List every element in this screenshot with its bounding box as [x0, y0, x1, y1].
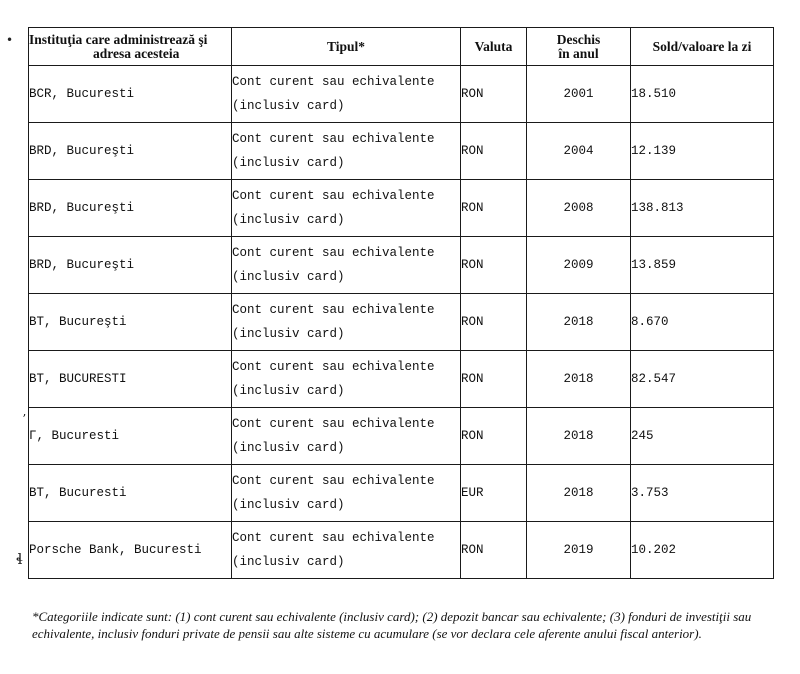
- type-line2: (inclusiv card): [232, 270, 345, 284]
- institution-cell: BRD, Bucureşti: [29, 180, 232, 237]
- type-line1: Cont curent sau echivalente: [232, 360, 435, 374]
- header-opened: [527, 28, 631, 66]
- currency-cell: RON: [461, 522, 527, 579]
- type-line1: Cont curent sau echivalente: [232, 246, 435, 260]
- year-cell: 2018: [527, 351, 631, 408]
- type-cell: [232, 408, 461, 465]
- scan-mark: •: [6, 33, 14, 47]
- balance-cell: 82.547: [631, 351, 774, 408]
- footnote: *Categoriile indicate sunt: (1) cont curent sau echivalente (inclusiv card); (2) depozit bancar sau echivalente; (3) fonduri de investiţii sau echivalente, inclusiv fonduri private de pensii sau alte sisteme cu acumulare (se vor declara cele aferente anului fiscal anterior).: [32, 609, 752, 641]
- currency-cell: EUR: [461, 465, 527, 522]
- year-cell: 2008: [527, 180, 631, 237]
- type-line2: (inclusiv card): [232, 384, 345, 398]
- type-line2: (inclusiv card): [232, 441, 345, 455]
- type-line1: Cont curent sau echivalente: [232, 474, 435, 488]
- type-line1: Cont curent sau echivalente: [232, 417, 435, 431]
- type-cell: [232, 180, 461, 237]
- type-line1: Cont curent sau echivalente: [232, 75, 435, 89]
- year-cell: 2018: [527, 465, 631, 522]
- institution-cell: BT, Bucureşti: [29, 294, 232, 351]
- balance-cell: 3.753: [631, 465, 774, 522]
- year-cell: 2001: [527, 66, 631, 123]
- currency-cell: RON: [461, 408, 527, 465]
- balance-cell: 10.202: [631, 522, 774, 579]
- year-cell: 2018: [527, 294, 631, 351]
- currency-cell: RON: [461, 180, 527, 237]
- type-cell: [232, 351, 461, 408]
- institution-cell: BCR, Bucuresti: [29, 66, 232, 123]
- type-line2: (inclusiv card): [232, 498, 345, 512]
- institution-cell: BT, Bucuresti: [29, 465, 232, 522]
- currency-cell: RON: [461, 294, 527, 351]
- table-header-row: [29, 28, 774, 66]
- bank-accounts-table: [28, 27, 774, 579]
- table-row: [29, 237, 774, 294]
- header-institution-line2: adresa acesteia: [93, 45, 180, 61]
- type-cell: [232, 465, 461, 522]
- institution-cell: Porsche Bank, Bucuresti: [29, 522, 232, 579]
- header-institution: [29, 28, 232, 66]
- currency-cell: RON: [461, 237, 527, 294]
- institution-cell: BRD, Bucureşti: [29, 123, 232, 180]
- header-opened-line2: în anul: [558, 45, 599, 61]
- year-cell: 2004: [527, 123, 631, 180]
- header-opened-line1: Deschis: [556, 31, 601, 47]
- type-line1: Cont curent sau echivalente: [232, 132, 435, 146]
- institution-cell: BRD, Bucureşti: [29, 237, 232, 294]
- type-line2: (inclusiv card): [232, 156, 345, 170]
- balance-cell: 12.139: [631, 123, 774, 180]
- type-line1: Cont curent sau echivalente: [232, 531, 435, 545]
- type-line1: Cont curent sau echivalente: [232, 303, 435, 317]
- header-currency: Valuta: [461, 28, 527, 66]
- scan-mark: ʼ: [22, 412, 26, 426]
- table-row: [29, 294, 774, 351]
- header-type: Tipul*: [232, 28, 461, 66]
- year-cell: 2009: [527, 237, 631, 294]
- type-line1: Cont curent sau echivalente: [232, 189, 435, 203]
- type-cell: [232, 237, 461, 294]
- type-line2: (inclusiv card): [232, 213, 345, 227]
- type-cell: [232, 66, 461, 123]
- balance-cell: 18.510: [631, 66, 774, 123]
- table-row: [29, 522, 774, 579]
- institution-cell: Γ, Bucuresti: [29, 408, 232, 465]
- type-line2: (inclusiv card): [232, 327, 345, 341]
- type-cell: [232, 294, 461, 351]
- scan-mark: ɬ: [16, 550, 23, 568]
- balance-cell: 138.813: [631, 180, 774, 237]
- balance-cell: 8.670: [631, 294, 774, 351]
- currency-cell: RON: [461, 66, 527, 123]
- table-row: [29, 351, 774, 408]
- balance-cell: 13.859: [631, 237, 774, 294]
- currency-cell: RON: [461, 123, 527, 180]
- table-row: [29, 66, 774, 123]
- type-cell: [232, 522, 461, 579]
- balance-cell: 245: [631, 408, 774, 465]
- currency-cell: RON: [461, 351, 527, 408]
- year-cell: 2019: [527, 522, 631, 579]
- type-line2: (inclusiv card): [232, 99, 345, 113]
- header-balance: Sold/valoare la zi: [631, 28, 774, 66]
- table-row: [29, 465, 774, 522]
- header-institution-line1: Instituţia care administrează şi: [29, 31, 208, 47]
- year-cell: 2018: [527, 408, 631, 465]
- institution-cell: BT, BUCURESTI: [29, 351, 232, 408]
- type-cell: [232, 123, 461, 180]
- table-row: [29, 408, 774, 465]
- type-line2: (inclusiv card): [232, 555, 345, 569]
- table-row: [29, 180, 774, 237]
- table-row: [29, 123, 774, 180]
